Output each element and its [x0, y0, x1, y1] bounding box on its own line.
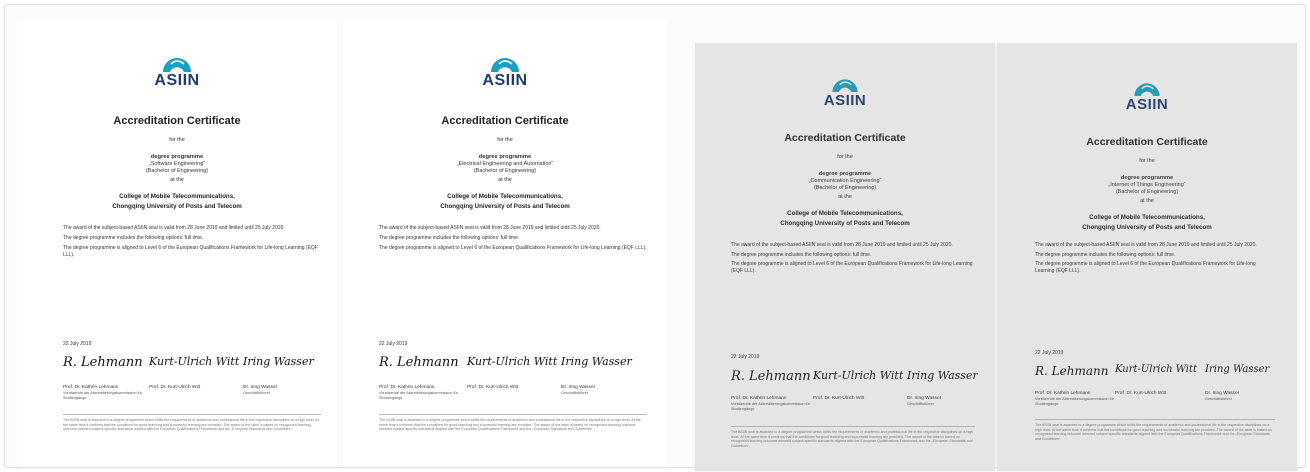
- award-text: The award of the subject-based ASIIN seal is valid from 28 June 2019 and limited until 25 July 2020.: [63, 225, 285, 231]
- award-text: The award of the subject-based ASIIN seal is valid from 28 June 2019 and limited until 25 July 2020.: [731, 242, 953, 248]
- options-text: The degree programme includes the following options: full time.: [1035, 252, 1176, 258]
- programme-label: degree programme: [818, 171, 872, 177]
- signatory-name-wasser: Dr. Iring Wasser: [561, 385, 596, 390]
- footer-note: The ASIIN seal is awarded to a degree programme which fulfils the requirements of academic and professional life in the respective disciplines on a high level. At the same time it confirms that the conditions for good teaching and successful learning are provided. The award of the label is based on recognised learning outcome oriented subject-specific standards aligned with the European Qualifications Framework and the „European Standards and Guidelines“.: [731, 426, 975, 448]
- certificate-internet-of-things-engineering: [997, 43, 1297, 471]
- signatory-name-lehmann: Prof. Dr. Kathrin Lehmann: [731, 396, 787, 401]
- signatory-role-wasser: Geschäftsführer: [243, 391, 271, 395]
- asiin-arch-icon: [827, 73, 863, 93]
- options-text: The degree programme includes the following options: full time.: [379, 235, 520, 241]
- signatory-name-wasser: Dr. Iring Wasser: [907, 396, 942, 401]
- signatory-name-lehmann: Prof. Dr. Kathrin Lehmann: [379, 385, 435, 390]
- signatory-name-wasser: Dr. Iring Wasser: [243, 385, 278, 390]
- logo-text: ASIIN: [1125, 96, 1169, 113]
- college-line-1: College of Mobile Telecommunications,: [787, 210, 903, 217]
- for-text: for the: [837, 154, 853, 160]
- asiin-logo: [997, 77, 1297, 113]
- for-text: for the: [1139, 158, 1155, 164]
- signature-witt: Kurt-Ulrich Witt: [1115, 364, 1198, 375]
- signature-wasser: Iring Wasser: [561, 355, 632, 368]
- college-line-2: Chongqing University of Posts and Telecom: [1082, 224, 1212, 231]
- asiin-arch-icon: [1129, 77, 1165, 97]
- signature-witt: Kurt-Ulrich Witt: [813, 369, 904, 382]
- signatory-name-witt: Prof. Dr. Kurt-Ulrich Witt: [1115, 391, 1167, 396]
- signature-wasser: Iring Wasser: [907, 369, 978, 382]
- eqf-text: The degree programme is aligned to Level 6 of the European Qualifications Framework for Life-long Learning (EQF LLL).: [63, 245, 318, 258]
- programme-name: „Internet of Things Engineering“: [1108, 182, 1186, 188]
- signature-lehmann: R. Lehmann: [1035, 364, 1109, 378]
- asiin-logo: [343, 51, 667, 89]
- footer-note: The ASIIN seal is awarded to a degree programme which fulfils the requirements of academic and professional life in the respective disciplines on a high level. At the same time it confirms that the conditions for good teaching and successful learning are provided. The award of the label is based on recognised learning outcome oriented subject-specific standards aligned with the European Qualifications Framework and the „European Standards and Guidelines“.: [63, 414, 321, 432]
- certificate-title: Accreditation Certificate: [784, 132, 906, 144]
- logo-text: ASIIN: [823, 92, 867, 109]
- programme-name: „Communication Engineering“: [808, 178, 882, 184]
- date-text: 22 July 2019: [379, 341, 408, 347]
- date-text: 22 July 2019: [1035, 350, 1064, 356]
- college-line-2: Chongqing University of Posts and Telecom: [440, 203, 570, 210]
- asiin-logo: [695, 73, 995, 109]
- signatory-name-lehmann: Prof. Dr. Kathrin Lehmann: [63, 385, 119, 390]
- certificate-communication-engineering: [695, 43, 995, 471]
- college-line-1: College of Mobile Telecommunications,: [1089, 214, 1205, 221]
- footer-note: The ASIIN seal is awarded to a degree programme which fulfils the requirements of academic and professional life in the respective disciplines on a high level. At the same time it confirms that the conditions for good teaching and successful learning are provided. The award of the label is based on recognised learning outcome oriented subject-specific standards aligned with the European Qualifications Framework and the „European Standards and Guidelines“.: [1035, 419, 1275, 441]
- asiin-arch-icon: [157, 51, 197, 73]
- logo-text: ASIIN: [482, 72, 528, 89]
- footer-note: The ASIIN seal is awarded to a degree programme which fulfils the requirements of academic and professional life in the respective disciplines on a high level. At the same time it confirms that the conditions for good teaching and successful learning are provided. The award of the label is based on recognised learning outcome oriented subject-specific standards aligned with the European Qualifications Framework and the „European Standards and Guidelines“.: [379, 414, 647, 432]
- signatory-name-witt: Prof. Dr. Kurt-Ulrich Witt: [813, 396, 865, 401]
- signature-wasser: Iring Wasser: [1205, 364, 1270, 375]
- award-text: The award of the subject-based ASIIN seal is valid from 28 June 2019 and limited until 25 July 2020.: [1035, 242, 1257, 248]
- signatory-role-lehmann: Vorsitzende der Akkreditierungskommission für Studiengänge: [731, 402, 810, 411]
- programme-name: „Software Engineering“: [148, 161, 206, 167]
- degree-text: (Bachelor of Engineering): [1115, 189, 1179, 195]
- college-line-2: Chongqing University of Posts and Telecom: [112, 203, 242, 210]
- signatory-name-witt: Prof. Dr. Kurt-Ulrich Witt: [149, 385, 201, 390]
- eqf-text: The degree programme is aligned to Level 6 of the European Qualifications Framework for Life-long Learning (EQF LLL).: [379, 245, 647, 251]
- asiin-logo: [17, 51, 337, 89]
- signature-lehmann: R. Lehmann: [731, 369, 811, 384]
- signatory-role-lehmann: Vorsitzende der Akkreditierungskommission für Studiengänge: [1035, 397, 1114, 406]
- signatory-name-wasser: Dr. Iring Wasser: [1205, 391, 1240, 396]
- signatory-role-lehmann: Vorsitzende der Akkreditierungskommission für Studiengänge: [63, 391, 142, 400]
- certificate-electrical-engineering: [343, 19, 667, 467]
- programme-label: degree programme: [478, 154, 532, 160]
- signatory-name-witt: Prof. Dr. Kurt-Ulrich Witt: [467, 385, 519, 390]
- signature-wasser: Iring Wasser: [243, 355, 314, 368]
- image-gallery-frame: [4, 4, 1306, 468]
- certificate-title: Accreditation Certificate: [1086, 136, 1208, 148]
- award-text: The award of the subject-based ASIIN seal is valid from 28 June 2019 and limited until 25 July 2020.: [379, 225, 601, 231]
- signature-lehmann: R. Lehmann: [63, 355, 143, 370]
- college-line-2: Chongqing University of Posts and Telecom: [780, 220, 910, 227]
- signatory-role-wasser: Geschäftsführer: [907, 402, 935, 406]
- college-line-1: College of Mobile Telecommunications,: [447, 193, 563, 200]
- options-text: The degree programme includes the following options: full time.: [63, 235, 204, 241]
- signatory-role-wasser: Geschäftsführer: [561, 391, 589, 395]
- programme-label: degree programme: [1120, 175, 1174, 181]
- logo-text: ASIIN: [154, 72, 200, 89]
- certificate-title: Accreditation Certificate: [441, 115, 569, 127]
- degree-text: (Bachelor of Engineering): [813, 185, 877, 191]
- certificate-title: Accreditation Certificate: [113, 115, 241, 127]
- eqf-text: The degree programme is aligned to Level 6 of the European Qualifications Framework for Life-long Learning (EQF LLL).: [731, 261, 973, 274]
- at-text: at the: [170, 177, 184, 183]
- signature-lehmann: R. Lehmann: [379, 355, 459, 370]
- signature-witt: Kurt-Ulrich Witt: [467, 355, 558, 368]
- for-text: for the: [497, 137, 513, 143]
- for-text: for the: [169, 137, 185, 143]
- options-text: The degree programme includes the following options: full time.: [731, 252, 872, 258]
- at-text: at the: [498, 177, 512, 183]
- at-text: at the: [1140, 198, 1154, 204]
- programme-name: „Electrical Engineering and Automation“: [456, 161, 554, 167]
- signatory-role-lehmann: Vorsitzende der Akkreditierungskommission für Studiengänge: [379, 391, 458, 400]
- certificate-software-engineering: [17, 19, 337, 467]
- signatory-role-wasser: Geschäftsführer: [1205, 397, 1233, 401]
- at-text: at the: [838, 194, 852, 200]
- asiin-arch-icon: [485, 51, 525, 73]
- signature-witt: Kurt-Ulrich Witt: [149, 355, 240, 368]
- date-text: 22 July 2019: [63, 341, 92, 347]
- degree-text: (Bachelor of Engineering): [473, 168, 537, 174]
- signatory-name-lehmann: Prof. Dr. Kathrin Lehmann: [1035, 391, 1091, 396]
- college-line-1: College of Mobile Telecommunications,: [119, 193, 235, 200]
- date-text: 22 July 2019: [731, 354, 760, 360]
- degree-text: (Bachelor of Engineering): [145, 168, 209, 174]
- programme-label: degree programme: [150, 154, 204, 160]
- eqf-text: The degree programme is aligned to Level 6 of the European Qualifications Framework for Life-long Learning (EQF LLL).: [1035, 261, 1256, 274]
